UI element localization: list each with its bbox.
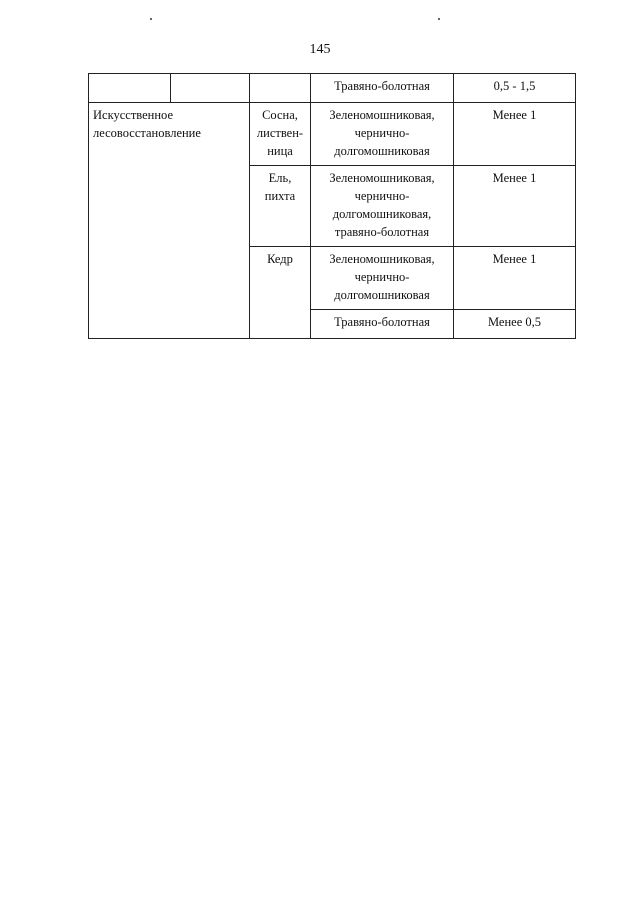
forest-type-cell: Травяно-болотная <box>311 74 454 103</box>
scan-speck <box>150 18 152 20</box>
forest-regeneration-table <box>88 73 576 339</box>
table-row <box>89 74 576 103</box>
table-cell <box>250 74 311 103</box>
forest-type-cell: Травяно-болотная <box>311 310 454 339</box>
value-cell: 0,5 - 1,5 <box>454 74 576 103</box>
forest-type-cell: Зеленомошниковая, чернично-долгомошниковая, травяно-болотная <box>311 166 454 247</box>
table-cell <box>89 74 171 103</box>
species-cell: Ель, пихта <box>250 166 311 247</box>
value-cell: Менее 1 <box>454 103 576 166</box>
table-cell <box>171 74 250 103</box>
table-row <box>89 103 576 166</box>
species-cell: Сосна, листвен-ница <box>250 103 311 166</box>
value-cell: Менее 0,5 <box>454 310 576 339</box>
page-number: 145 <box>309 42 331 57</box>
value-cell: Менее 1 <box>454 166 576 247</box>
value-cell: Менее 1 <box>454 247 576 310</box>
forest-type-cell: Зеленомошниковая, чернично-долгомошниковая <box>311 247 454 310</box>
scan-speck <box>438 18 440 20</box>
forest-type-cell: Зеленомошниковая, чернично-долгомошниковая <box>311 103 454 166</box>
method-cell: Искусственное лесовосстановление <box>89 103 250 339</box>
species-cell: Кедр <box>250 247 311 339</box>
